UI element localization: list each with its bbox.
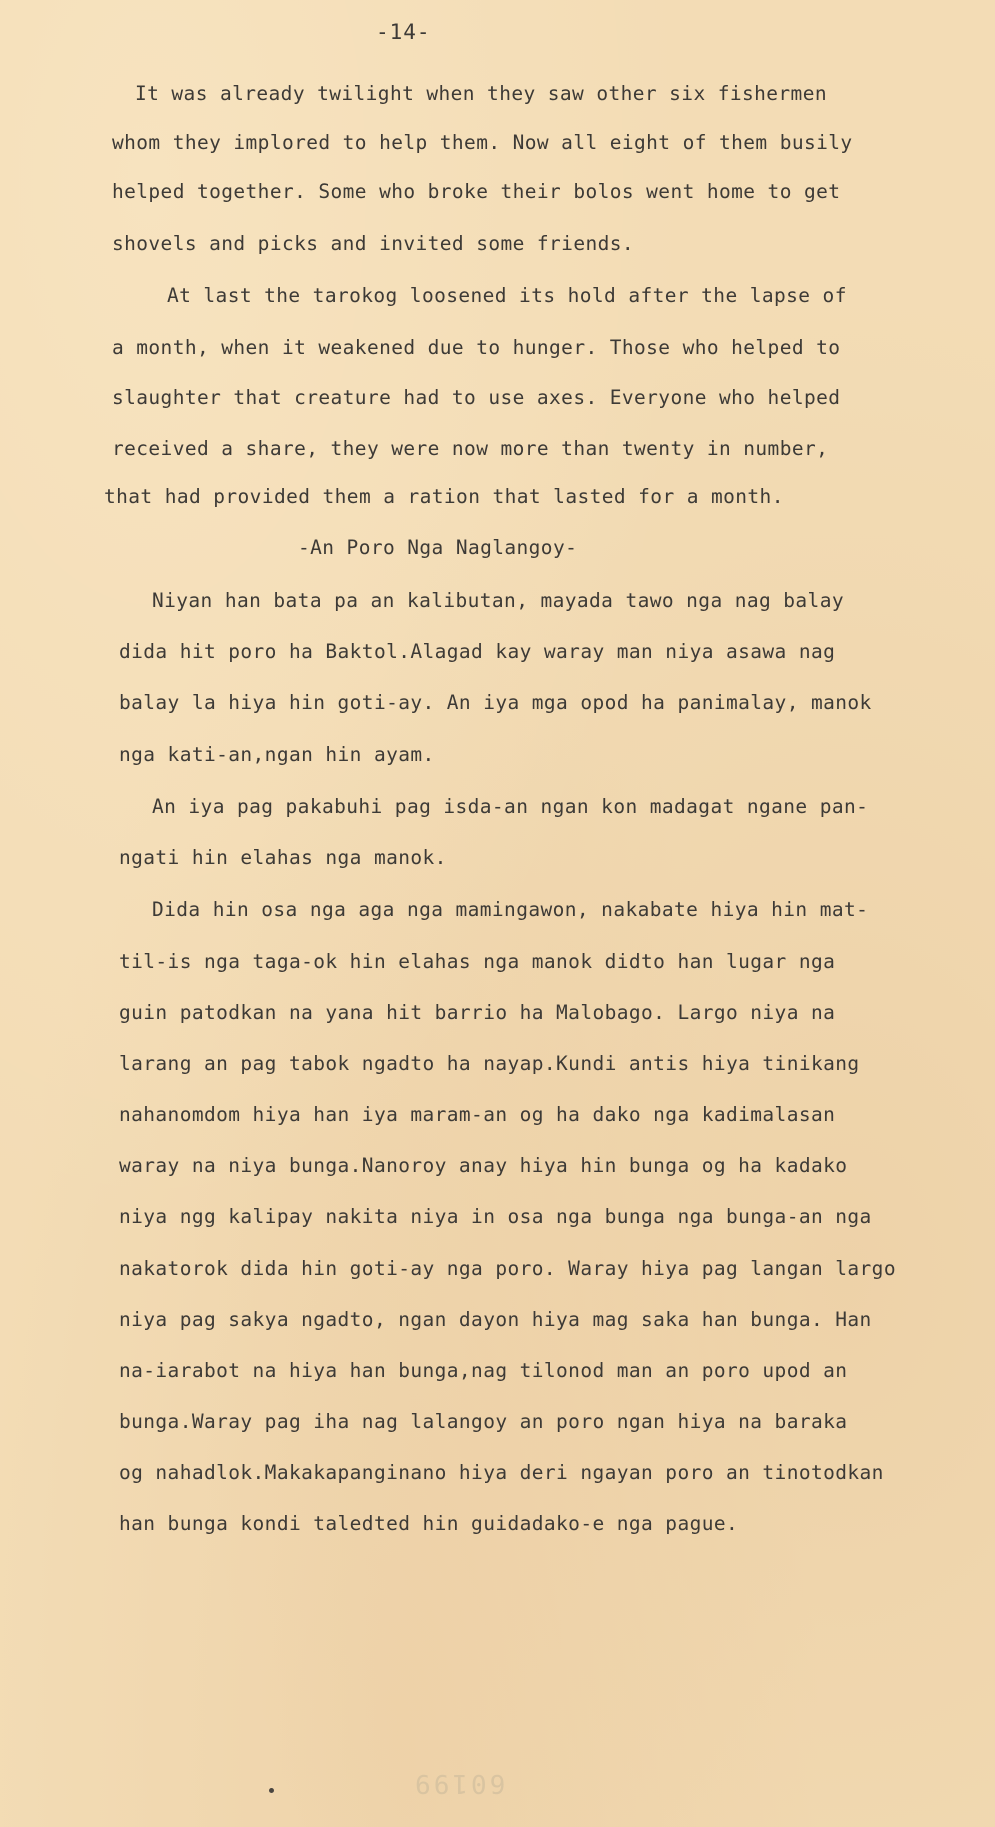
ink-mark — [269, 1788, 274, 1793]
text-line: whom they implored to help them. Now all eight of them busily — [112, 131, 853, 154]
text-line: guin patodkan na yana hit barrio ha Malobago. Largo niya na — [119, 1001, 836, 1024]
text-line: shovels and picks and invited some friends. — [112, 232, 635, 255]
text-line: balay la hiya hin goti-ay. An iya mga opod ha panimalay, manok — [119, 691, 872, 714]
text-line: han bunga kondi taledted hin guidadako-e nga pague. — [119, 1512, 739, 1535]
text-line: na-iarabot na hiya han bunga,nag tilonod man an poro upod an — [119, 1359, 848, 1382]
page-stamp: 60199 — [412, 1768, 506, 1798]
text-line: nakatorok dida hin goti-ay nga poro. Waray hiya pag langan largo — [119, 1257, 896, 1280]
text-line: ngati hin elahas nga manok. — [119, 846, 447, 869]
text-line: nga kati-an,ngan hin ayam. — [119, 743, 435, 766]
text-line: that had provided them a ration that lasted for a month. — [104, 485, 784, 508]
text-line: An iya pag pakabuhi pag isda-an ngan kon madagat ngane pan- — [152, 795, 869, 818]
text-line: dida hit poro ha Baktol.Alagad kay waray man niya asawa nag — [119, 640, 836, 663]
text-line: helped together. Some who broke their bolos went home to get — [112, 180, 841, 203]
text-line: nahanomdom hiya han iya maram-an og ha dako nga kadimalasan — [119, 1103, 836, 1126]
text-line: waray na niya bunga.Nanoroy anay hiya hin bunga og ha kadako — [119, 1154, 848, 1177]
text-line: niya ngg kalipay nakita niya in osa nga bunga nga bunga-an nga — [119, 1205, 872, 1228]
text-line: bunga.Waray pag iha nag lalangoy an poro ngan hiya na baraka — [119, 1410, 848, 1433]
text-line: og nahadlok.Makakapanginano hiya deri ngayan poro an tinotodkan — [119, 1461, 884, 1484]
text-line: til-is nga taga-ok hin elahas nga manok didto han lugar nga — [119, 950, 836, 973]
section-heading: -An Poro Nga Naglangoy- — [298, 536, 578, 559]
text-line: Niyan han bata pa an kalibutan, mayada tawo nga nag balay — [152, 589, 844, 612]
text-line: It was already twilight when they saw other six fishermen — [135, 82, 827, 105]
text-line: slaughter that creature had to use axes. Everyone who helped — [112, 386, 841, 409]
text-line: At last the tarokog loosened its hold after the lapse of — [167, 284, 847, 307]
text-line: niya pag sakya ngadto, ngan dayon hiya mag saka han bunga. Han — [119, 1308, 872, 1331]
text-line: larang an pag tabok ngadto ha nayap.Kundi antis hiya tinikang — [119, 1052, 860, 1075]
text-line: a month, when it weakened due to hunger. Those who helped to — [112, 336, 841, 359]
text-line: received a share, they were now more than twenty in number, — [112, 437, 829, 460]
text-line: Dida hin osa nga aga nga mamingawon, nakabate hiya hin mat- — [152, 898, 869, 921]
page-number: -14- — [376, 20, 431, 44]
